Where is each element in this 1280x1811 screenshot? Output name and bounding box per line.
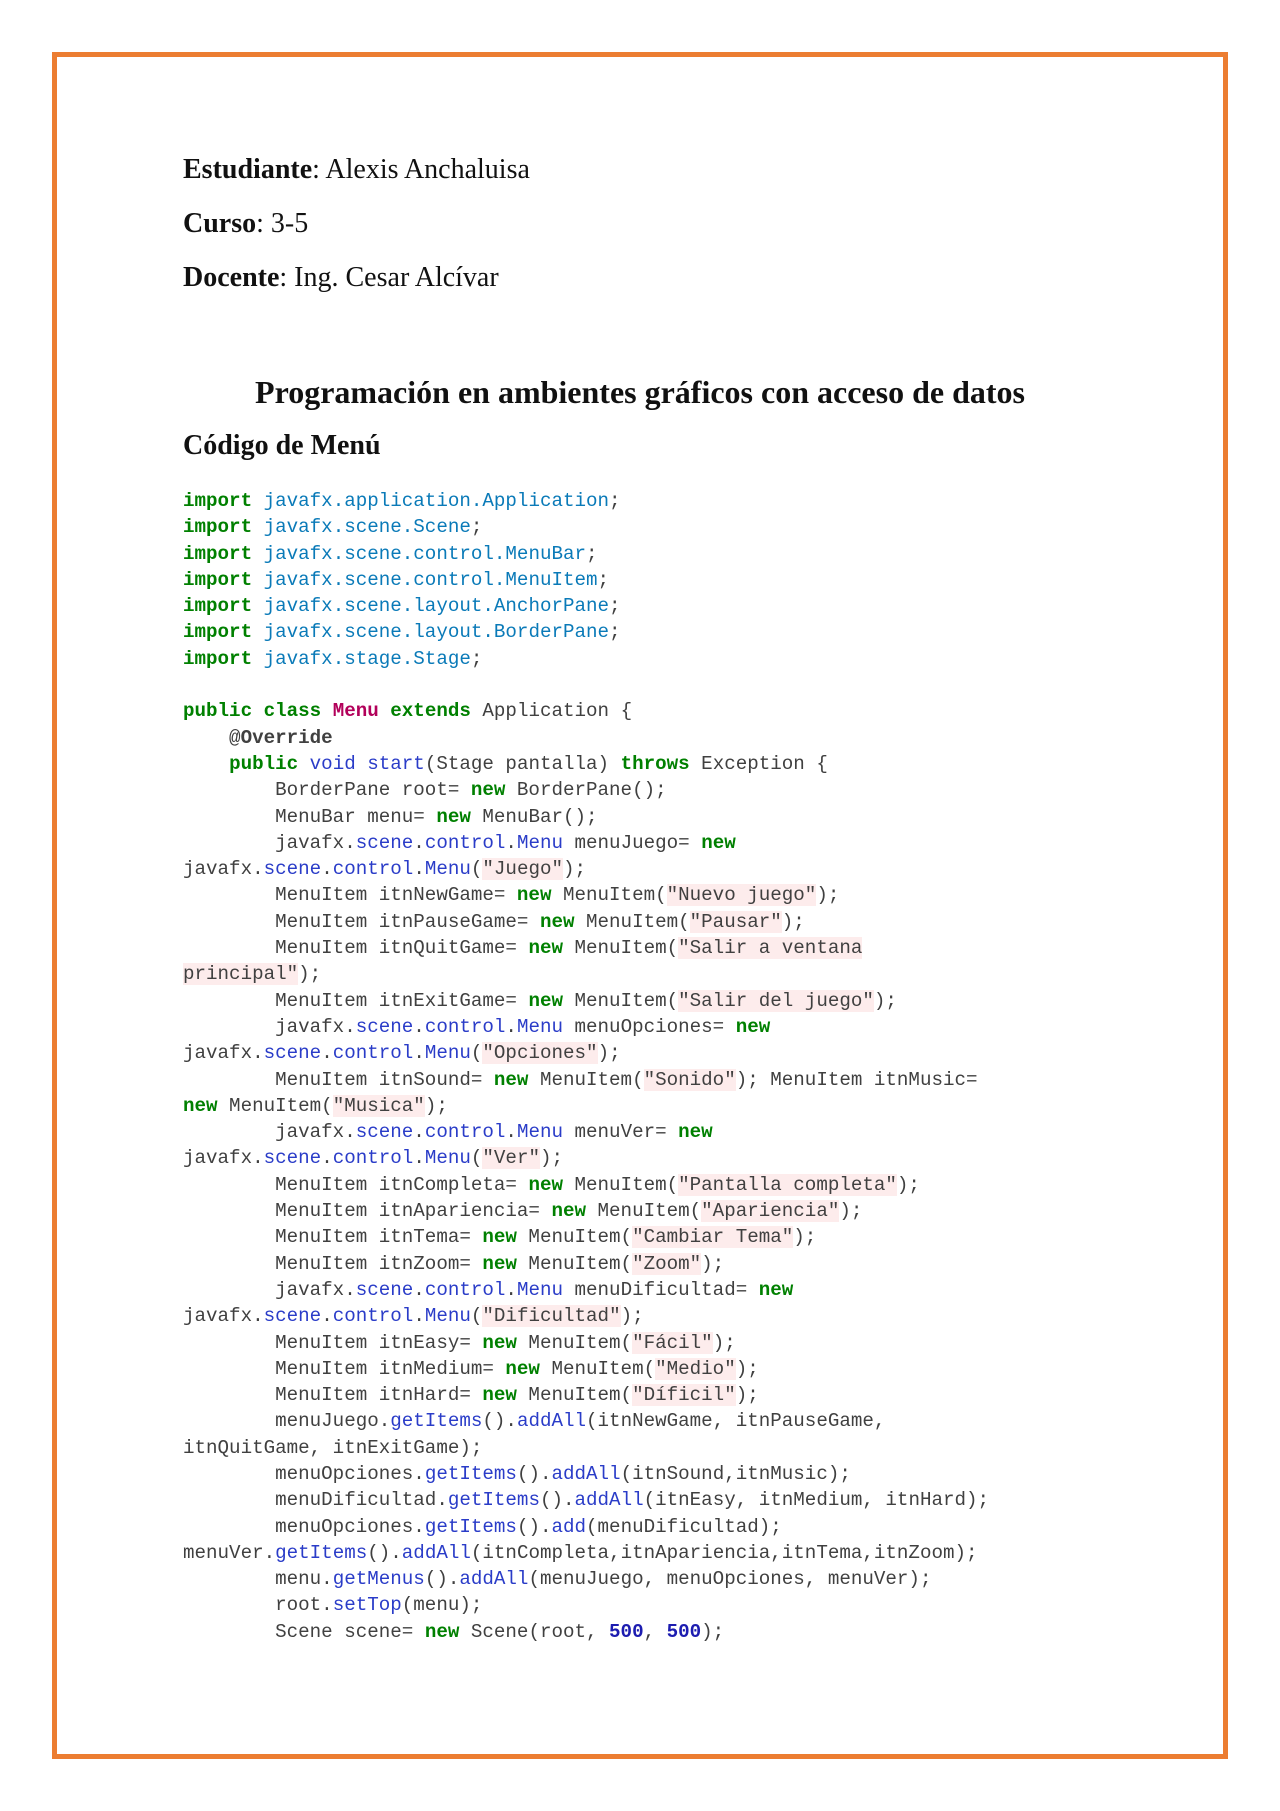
- code-token: scene: [263, 858, 322, 881]
- code-token: MenuItem(: [516, 1331, 633, 1354]
- code-token: MenuItem(: [586, 1200, 702, 1223]
- code-token: (itnEasy, itnMedium, itnHard);: [643, 1489, 990, 1512]
- code-token: control: [424, 1121, 506, 1144]
- code-token: );: [563, 858, 587, 881]
- code-token: "Ver": [482, 1147, 540, 1170]
- code-token: (menuDificultad);: [586, 1515, 782, 1538]
- code-token: Menu: [516, 1015, 563, 1038]
- code-token: .: [413, 1042, 425, 1065]
- code-token: MenuItem itnNewGame=: [183, 884, 517, 907]
- code-token: addAll: [401, 1541, 471, 1564]
- code-token: Menu: [516, 1121, 563, 1144]
- code-token: new: [516, 884, 552, 907]
- code-token: new: [482, 1331, 517, 1354]
- code-token: javafx.: [183, 1278, 356, 1301]
- code-token: extends: [390, 700, 471, 723]
- code-token: .: [413, 1121, 425, 1144]
- code-token: MenuItem(: [551, 884, 667, 907]
- code-line: [183, 804, 1113, 830]
- code-token: .: [321, 1305, 333, 1328]
- code-token: ;: [609, 490, 621, 512]
- code-token: new: [482, 1384, 517, 1407]
- code-token: control: [332, 1305, 414, 1328]
- code-line: [183, 698, 1113, 724]
- code-token: ().: [539, 1489, 575, 1512]
- code-line: [183, 1356, 1113, 1382]
- code-token: control: [332, 858, 414, 881]
- code-token: (: [470, 858, 483, 881]
- code-token: ); MenuItem itnMusic=: [735, 1068, 978, 1091]
- code-token: "Cambiar Tema": [632, 1226, 794, 1249]
- code-token: control: [424, 1278, 506, 1301]
- code-token: .: [321, 1147, 333, 1170]
- code-token: new: [505, 1357, 540, 1380]
- code-token: MenuItem itnMedium=: [183, 1357, 506, 1380]
- code-token: Override: [240, 726, 333, 749]
- code-token: );: [873, 989, 897, 1012]
- teacher-label: Docente: [183, 262, 280, 293]
- code-token: root.: [183, 1594, 333, 1617]
- code-token: javafx.: [183, 1042, 264, 1065]
- code-line: [183, 1540, 1113, 1566]
- course-value: : 3-5: [256, 208, 309, 239]
- code-token: );: [424, 1094, 448, 1117]
- code-token: "Opciones": [482, 1042, 598, 1065]
- student-name: : Alexis Anchaluisa: [312, 154, 530, 185]
- code-token: (itnNewGame, itnPauseGame,: [586, 1410, 886, 1433]
- code-line: [183, 1224, 1113, 1250]
- code-token: "Pausar": [689, 910, 782, 933]
- code-token: [252, 543, 264, 565]
- code-line: [183, 1514, 1113, 1540]
- code-token: menuJuego=: [563, 831, 702, 854]
- code-token: new: [482, 1226, 517, 1249]
- code-token: menuOpciones.: [183, 1515, 425, 1538]
- code-token: .: [321, 858, 333, 881]
- code-token: MenuItem(: [528, 1068, 644, 1091]
- code-token: (menuJuego, menuOpciones, menuVer);: [528, 1568, 932, 1591]
- code-token: [298, 753, 310, 775]
- code-line: [183, 567, 1113, 593]
- code-line: [183, 1303, 1113, 1329]
- code-token: (itnCompleta,itnApariencia,itnTema,itnZoom);: [470, 1541, 978, 1564]
- section-heading: Código de Menú: [183, 430, 381, 461]
- code-token: (: [470, 1042, 483, 1065]
- code-token: (menu);: [401, 1594, 483, 1617]
- code-token: scene: [355, 1278, 414, 1301]
- code-token: [252, 648, 264, 670]
- code-line: [183, 1251, 1113, 1277]
- code-token: MenuItem(: [516, 1226, 633, 1249]
- code-token: BorderPane root=: [183, 779, 471, 802]
- code-token: javafx.: [183, 831, 356, 854]
- code-token: javafx.: [183, 1121, 356, 1144]
- code-token: new: [528, 937, 563, 960]
- code-line: [183, 1408, 1113, 1434]
- code-token: MenuItem itnZoom=: [183, 1252, 483, 1275]
- code-token: javafx.: [183, 1015, 356, 1038]
- code-line: [183, 1435, 1113, 1461]
- code-token: "Juego": [482, 858, 564, 881]
- code-token: getItems: [275, 1541, 368, 1564]
- code-token: (: [470, 1147, 483, 1170]
- code-token: Menu: [424, 858, 471, 881]
- code-line: [183, 1330, 1113, 1356]
- code-token: ().: [424, 1568, 460, 1591]
- code-token: new: [183, 1094, 218, 1117]
- code-token: (Stage pantalla): [424, 752, 621, 775]
- code-token: Menu: [424, 1305, 471, 1328]
- code-token: new: [424, 1620, 460, 1643]
- code-token: ;: [470, 516, 483, 539]
- code-token: javafx.scene.layout.BorderPane: [263, 621, 610, 644]
- code-token: javafx.: [183, 1147, 264, 1170]
- code-line: [183, 541, 1113, 567]
- code-token: itnQuitGame, itnExitGame);: [183, 1436, 483, 1459]
- code-line: [183, 961, 1113, 987]
- code-token: menuOpciones=: [563, 1015, 736, 1038]
- code-token: [321, 700, 333, 722]
- code-token: .: [413, 1015, 425, 1038]
- code-token: [356, 753, 368, 775]
- code-token: new: [701, 831, 736, 854]
- code-line: [183, 1566, 1113, 1592]
- code-token: getMenus: [332, 1568, 425, 1591]
- code-token: "Fácil": [632, 1331, 713, 1354]
- code-token: .: [321, 1042, 333, 1065]
- code-token: MenuItem itnHard=: [183, 1384, 483, 1407]
- code-token: new: [528, 1173, 563, 1196]
- code-token: scene: [263, 1042, 322, 1065]
- code-line: [183, 1461, 1113, 1487]
- code-token: new: [482, 1252, 517, 1275]
- code-token: MenuItem(: [539, 1357, 656, 1380]
- code-token: start: [367, 752, 425, 775]
- code-token: "Dificultad": [482, 1305, 621, 1328]
- code-token: "Sonido": [643, 1068, 736, 1091]
- code-token: new: [735, 1015, 771, 1038]
- code-token: ;: [597, 568, 610, 591]
- code-token: );: [539, 1147, 564, 1170]
- code-token: ;: [470, 647, 483, 670]
- code-token: );: [701, 1620, 725, 1643]
- code-token: );: [793, 1226, 817, 1249]
- code-token: Scene scene=: [183, 1620, 425, 1643]
- student-label: Estudiante: [183, 154, 313, 185]
- code-token: add: [551, 1515, 587, 1538]
- code-token: ;: [609, 621, 621, 644]
- code-token: "Salir a ventana: [678, 937, 863, 960]
- code-token: (: [470, 1305, 483, 1328]
- code-token: );: [298, 963, 322, 986]
- code-token: "Apariencia": [701, 1200, 840, 1223]
- code-line: [183, 646, 1113, 672]
- code-token: new: [436, 805, 471, 828]
- code-token: );: [896, 1173, 920, 1196]
- code-token: menuDificultad.: [183, 1489, 448, 1512]
- code-line: [183, 1093, 1113, 1119]
- code-token: import: [183, 490, 253, 512]
- code-token: scene: [263, 1305, 322, 1328]
- teacher-line: [183, 256, 530, 310]
- code-token: );: [816, 884, 840, 907]
- code-token: javafx.: [183, 858, 264, 881]
- code-token: javafx.scene.layout.AnchorPane: [263, 595, 610, 618]
- code-token: addAll: [574, 1489, 644, 1512]
- code-token: javafx.scene.control.MenuBar: [263, 542, 587, 565]
- code-token: Menu: [516, 831, 563, 854]
- code-token: );: [597, 1042, 621, 1065]
- code-token: [183, 753, 229, 775]
- code-line: [183, 856, 1113, 882]
- code-token: Menu: [516, 1278, 563, 1301]
- code-line: [183, 672, 1113, 698]
- code-token: menu.: [183, 1568, 333, 1591]
- code-token: MenuItem itnSound=: [183, 1068, 494, 1091]
- code-token: 500: [666, 1620, 702, 1643]
- code-token: MenuItem(: [217, 1094, 333, 1117]
- code-token: menuVer=: [563, 1121, 679, 1144]
- code-token: addAll: [516, 1410, 587, 1433]
- code-token: .: [413, 858, 425, 881]
- code-line: [183, 1619, 1113, 1645]
- code-line: [183, 1487, 1113, 1513]
- code-token: public: [229, 752, 299, 775]
- code-token: scene: [263, 1147, 322, 1170]
- code-line: [183, 988, 1113, 1014]
- code-token: "Díficil": [632, 1384, 736, 1407]
- code-line: [183, 909, 1113, 935]
- code-line: [183, 514, 1113, 540]
- code-line: [183, 488, 1113, 514]
- code-token: control: [424, 831, 506, 854]
- code-token: getItems: [447, 1489, 540, 1512]
- code-line: [183, 1277, 1113, 1303]
- code-line: [183, 1040, 1113, 1066]
- code-token: ;: [586, 542, 598, 565]
- code-token: ;: [609, 595, 621, 618]
- code-token: control: [424, 1015, 506, 1038]
- code-line: [183, 751, 1113, 777]
- code-line: [183, 777, 1113, 803]
- code-line: [183, 1145, 1113, 1171]
- code-token: control: [332, 1147, 414, 1170]
- code-token: );: [701, 1252, 725, 1275]
- code-token: new: [493, 1068, 529, 1091]
- code-token: import: [183, 621, 253, 644]
- code-token: getItems: [424, 1462, 517, 1485]
- code-token: Scene(root,: [459, 1620, 610, 1643]
- code-token: javafx.stage.Stage: [263, 647, 471, 670]
- code-token: Exception {: [689, 752, 828, 775]
- code-token: "Pantalla completa": [678, 1173, 897, 1196]
- code-token: );: [781, 910, 805, 933]
- code-token: [252, 516, 264, 538]
- code-token: ().: [516, 1515, 552, 1538]
- code-line: [183, 830, 1113, 856]
- code-token: addAll: [459, 1568, 529, 1591]
- code-line: [183, 1119, 1113, 1145]
- code-token: Menu: [332, 700, 379, 723]
- code-token: .: [413, 1278, 425, 1301]
- code-token: MenuItem(: [562, 937, 679, 960]
- student-info: [183, 148, 530, 310]
- code-token: );: [620, 1305, 644, 1328]
- code-token: Menu: [424, 1147, 471, 1170]
- teacher-name: : Ing. Cesar Alcívar: [279, 262, 499, 293]
- code-line: [183, 1382, 1113, 1408]
- code-token: import: [183, 542, 253, 565]
- code-token: ().: [367, 1541, 402, 1564]
- code-token: import: [183, 516, 253, 539]
- code-token: Menu: [424, 1042, 471, 1065]
- code-token: );: [735, 1384, 759, 1407]
- code-token: principal": [183, 963, 299, 986]
- code-token: javafx.scene.Scene: [263, 516, 471, 539]
- document-title: Programación en ambientes gráficos con acceso de datos: [255, 374, 1025, 410]
- code-line: [183, 1198, 1113, 1224]
- code-token: ,: [643, 1620, 667, 1643]
- code-token: new: [678, 1121, 713, 1144]
- code-token: .: [505, 1121, 517, 1144]
- code-token: setTop: [332, 1594, 402, 1617]
- code-token: "Nuevo juego": [666, 884, 817, 907]
- code-token: );: [735, 1357, 759, 1380]
- code-token: ().: [482, 1410, 517, 1433]
- code-token: Application {: [470, 700, 633, 723]
- code-token: MenuItem itnApariencia=: [183, 1200, 552, 1223]
- code-token: MenuItem itnQuitGame=: [183, 937, 529, 960]
- code-token: [252, 621, 264, 643]
- code-token: "Medio": [655, 1357, 736, 1380]
- code-token: [252, 490, 264, 512]
- code-token: MenuBar();: [470, 805, 598, 828]
- code-token: MenuItem(: [562, 989, 679, 1012]
- code-token: .: [505, 1015, 517, 1038]
- code-line: [183, 725, 1113, 751]
- code-token: control: [332, 1042, 414, 1065]
- code-token: MenuItem itnExitGame=: [183, 989, 529, 1012]
- code-token: new: [539, 910, 575, 933]
- code-line: [183, 1067, 1113, 1093]
- code-token: import: [183, 647, 253, 670]
- student-line: [183, 148, 530, 202]
- code-token: new: [528, 989, 563, 1012]
- code-token: [252, 569, 264, 591]
- code-token: getItems: [424, 1515, 517, 1538]
- course-line: [183, 202, 530, 256]
- code-token: (itnSound,itnMusic);: [620, 1462, 851, 1485]
- code-token: );: [839, 1200, 863, 1223]
- code-token: getItems: [390, 1410, 483, 1433]
- code-token: ().: [516, 1462, 552, 1485]
- code-token: new: [551, 1200, 587, 1223]
- code-token: MenuItem(: [574, 910, 690, 933]
- code-token: new: [758, 1278, 794, 1301]
- code-token: .: [505, 831, 517, 854]
- code-token: MenuItem(: [516, 1252, 633, 1275]
- code-token: new: [470, 779, 506, 802]
- code-token: @: [183, 726, 241, 749]
- code-token: .: [505, 1278, 517, 1301]
- code-token: MenuItem itnEasy=: [183, 1331, 483, 1354]
- code-token: "Musica": [332, 1094, 425, 1117]
- code-token: );: [712, 1331, 736, 1354]
- code-token: MenuItem(: [516, 1384, 633, 1407]
- code-token: "Zoom": [632, 1252, 702, 1275]
- code-token: throws: [620, 752, 690, 775]
- code-token: scene: [355, 1121, 414, 1144]
- code-token: 500: [609, 1620, 644, 1643]
- code-token: MenuItem itnCompleta=: [183, 1173, 529, 1196]
- code-token: menuDificultad=: [563, 1278, 759, 1301]
- code-line: [183, 1592, 1113, 1618]
- code-token: MenuItem itnPauseGame=: [183, 910, 540, 933]
- code-token: scene: [355, 831, 414, 854]
- code-line: [183, 593, 1113, 619]
- code-line: [183, 935, 1113, 961]
- code-token: .: [413, 831, 425, 854]
- code-token: .: [413, 1147, 425, 1170]
- code-token: public class: [183, 700, 322, 723]
- code-token: javafx.scene.control.MenuItem: [263, 568, 598, 591]
- code-token: MenuBar menu=: [183, 805, 437, 828]
- code-listing: [183, 488, 1113, 1645]
- code-token: MenuItem(: [562, 1173, 679, 1196]
- code-token: BorderPane();: [505, 779, 667, 802]
- code-token: javafx.: [183, 1305, 264, 1328]
- code-line: [183, 1014, 1113, 1040]
- code-line: [183, 882, 1113, 908]
- code-line: [183, 619, 1113, 645]
- code-token: MenuItem itnTema=: [183, 1226, 483, 1249]
- code-token: "Salir del juego": [678, 989, 874, 1012]
- code-token: addAll: [551, 1462, 621, 1485]
- code-token: scene: [355, 1015, 414, 1038]
- code-token: menuOpciones.: [183, 1462, 425, 1485]
- code-token: [379, 700, 391, 722]
- code-token: import: [183, 568, 253, 591]
- code-token: menuJuego.: [183, 1410, 391, 1433]
- code-token: import: [183, 595, 253, 618]
- code-token: void: [309, 752, 356, 775]
- code-token: [252, 595, 264, 617]
- code-token: menuVer.: [183, 1541, 276, 1564]
- code-token: .: [413, 1305, 425, 1328]
- code-token: javafx.application.Application: [263, 490, 610, 512]
- code-line: [183, 1172, 1113, 1198]
- course-label: Curso: [183, 208, 257, 239]
